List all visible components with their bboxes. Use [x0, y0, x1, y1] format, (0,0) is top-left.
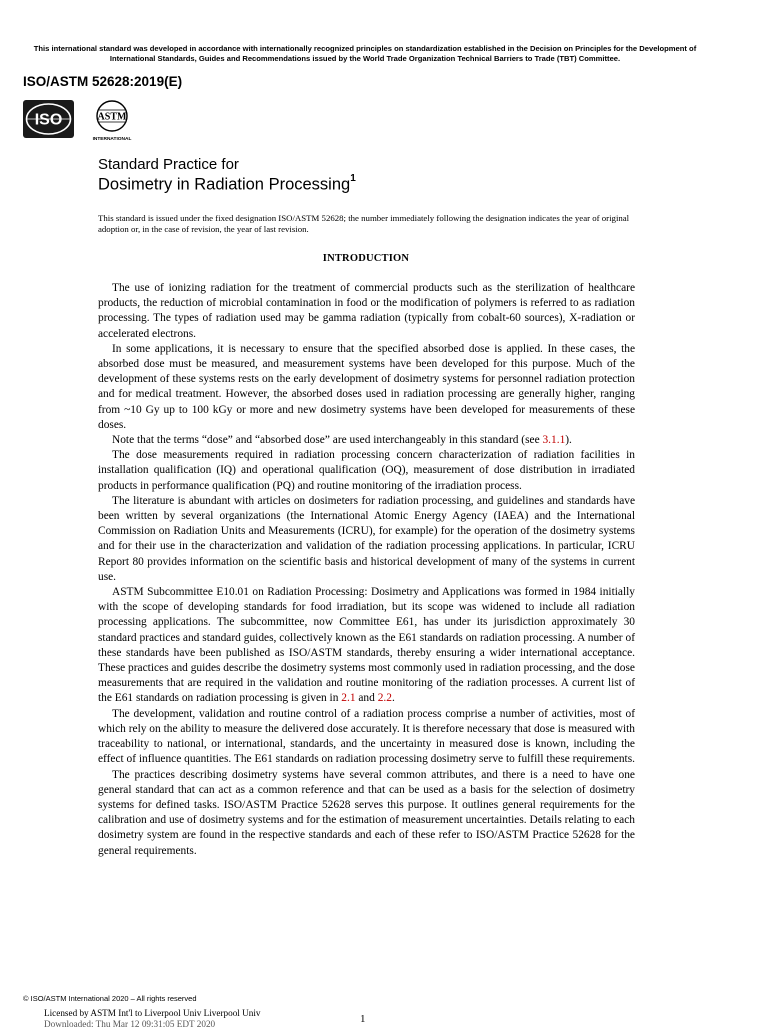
license-info: [44, 1008, 261, 1030]
section-reference-link[interactable]: 2.1: [341, 692, 356, 705]
astm-logo-text: ASTM: [97, 111, 127, 123]
document-title: [98, 175, 356, 195]
issuance-note: This standard is issued under the fixed designation ISO/ASTM 52628; the number immediately following the designation indicates the year of original adoption or, in the case of revision, the year of last revision.: [98, 213, 630, 234]
astm-logo-subtext: INTERNATIONAL: [92, 137, 132, 142]
copyright-notice: © ISO/ASTM International 2020 – All rights reserved: [23, 994, 197, 1003]
paragraph-text: Note that the terms “dose” and “absorbed dose” are used interchangeably in this standard (see: [112, 434, 543, 447]
section-reference-link[interactable]: 2.2: [377, 692, 392, 705]
astm-logo: [89, 98, 135, 144]
paragraph-text: ).: [565, 434, 572, 447]
intro-paragraph: In some applications, it is necessary to ensure that the specified absorbed dose is applied. In these cases, the absorbed dose must be measured, and measurement systems have been developed for this purpose. Much of the development of these systems rests on the early development of dosimetry systems for personnel radiation protection and for medical treatment. However, the absorbed doses used in radiation processing are generally higher, ranging from ~10 Gy up to 100 kGy or more and new dosimetry systems have been developed for measurements of these doses.: [98, 342, 635, 431]
standard-designation: ISO/ASTM 52628:2019(E): [23, 74, 183, 89]
title-footnote-mark[interactable]: 1: [350, 173, 356, 184]
intro-paragraph: [98, 433, 635, 448]
intro-paragraph: The development, validation and routine control of a radiation process comprise a number of activities, most of which rely on the ability to measure the delivered dose accurately. It is therefore necessary that dose is measured with traceability to national, or international, standards, and the uncertainty in measured dose is known, including the effect of influence quantities. The E61 standards on radiation processing dosimetry serve to fulfill these requirements.: [98, 707, 635, 766]
license-line: Licensed by ASTM Int'l to Liverpool Univ Liverpool Univ: [44, 1008, 261, 1018]
introduction-heading: INTRODUCTION: [322, 253, 410, 264]
title-prefix: Standard Practice for: [98, 156, 239, 173]
intro-paragraph: The practices describing dosimetry systems have several common attributes, and there is a need to have one general standard that can act as a common reference and that can be used as a basis for the selection of dosimetry systems for defined tasks. ISO/ASTM Practice 52628 serves this purpose. It outlines general requirements for the calibration and use of dosimetry systems and for the estimation of measurement uncertainties. Details relating to each dosimetry system are found in the respective standards and each of these refer to ISO/ASTM Practice 52628 for the general requirements.: [98, 768, 635, 857]
download-line: Downloaded: Thu Mar 12 09:31:05 EDT 2020: [44, 1019, 216, 1029]
iso-logo-text: ISO: [34, 111, 63, 129]
intro-paragraph: The use of ionizing radiation for the treatment of commercial products such as the sterilization of healthcare products, the reduction of microbial contamination in food or the modification of polymers is referred to as radiation processing. The types of radiation used may be gamma radiation (typically from cobalt-60 sources), X-radiation or accelerated electrons.: [98, 282, 635, 340]
iso-logo: [23, 100, 74, 138]
introduction-body: [98, 281, 635, 859]
wto-notice: This international standard was developed in accordance with internationally recognized principles on standardization established in the Decision on Principles for the Development of International Standards, Guides and Recommendations issued by the World Trade Organization Technical Barriers to Trade (TBT) Committee.: [33, 44, 697, 63]
paragraph-text: ASTM Subcommittee E10.01 on Radiation Processing: Dosimetry and Applications was formed in 1984 initially with the scope of developing standards for food irradiation, but its scope was widened to include all radiation processing applications. The subcommittee, now Committee E61, has under its jurisdiction approximately 30 standard practices and standard guides, collectively known as the E61 standards on radiation processing. A number of these standards have been published as ISO/ASTM standards, thereby ensuring a wider international acceptance. These practices and guides describe the dosimetry systems most commonly used in radiation processing, and the dose measurements that are required in the validation and routine monitoring of the radiation processes. A current list of the E61 standards on radiation processing is given in: [98, 586, 635, 705]
document-title-text: Dosimetry in Radiation Processing: [98, 175, 351, 194]
paragraph-text: .: [391, 692, 395, 705]
section-reference-link[interactable]: 3.1.1: [542, 434, 566, 447]
intro-paragraph: [98, 585, 635, 707]
intro-paragraph: The dose measurements required in radiation processing concern characterization of radiation facilities in installation qualification (IQ) and operational qualification (OQ), measurement of dose distribution in irradiated products in performance qualification (PQ) and routine monitoring of the irradiation process.: [98, 449, 635, 492]
paragraph-text: and: [355, 692, 378, 705]
intro-paragraph: The literature is abundant with articles on dosimeters for radiation processing, and guidelines and standards have been written by several organizations (the International Atomic Energy Agency (IAEA) and the International Commission on Radiation Units and Measurements (ICRU), for example) for the operation of the dosimetry systems and for their use in the characterization and validation of the radiation processing applications. In particular, ICRU Report 80 provides information on the scientific basis and historical development of many of the systems in current use.: [98, 494, 635, 583]
page-number: 1: [360, 1013, 366, 1025]
